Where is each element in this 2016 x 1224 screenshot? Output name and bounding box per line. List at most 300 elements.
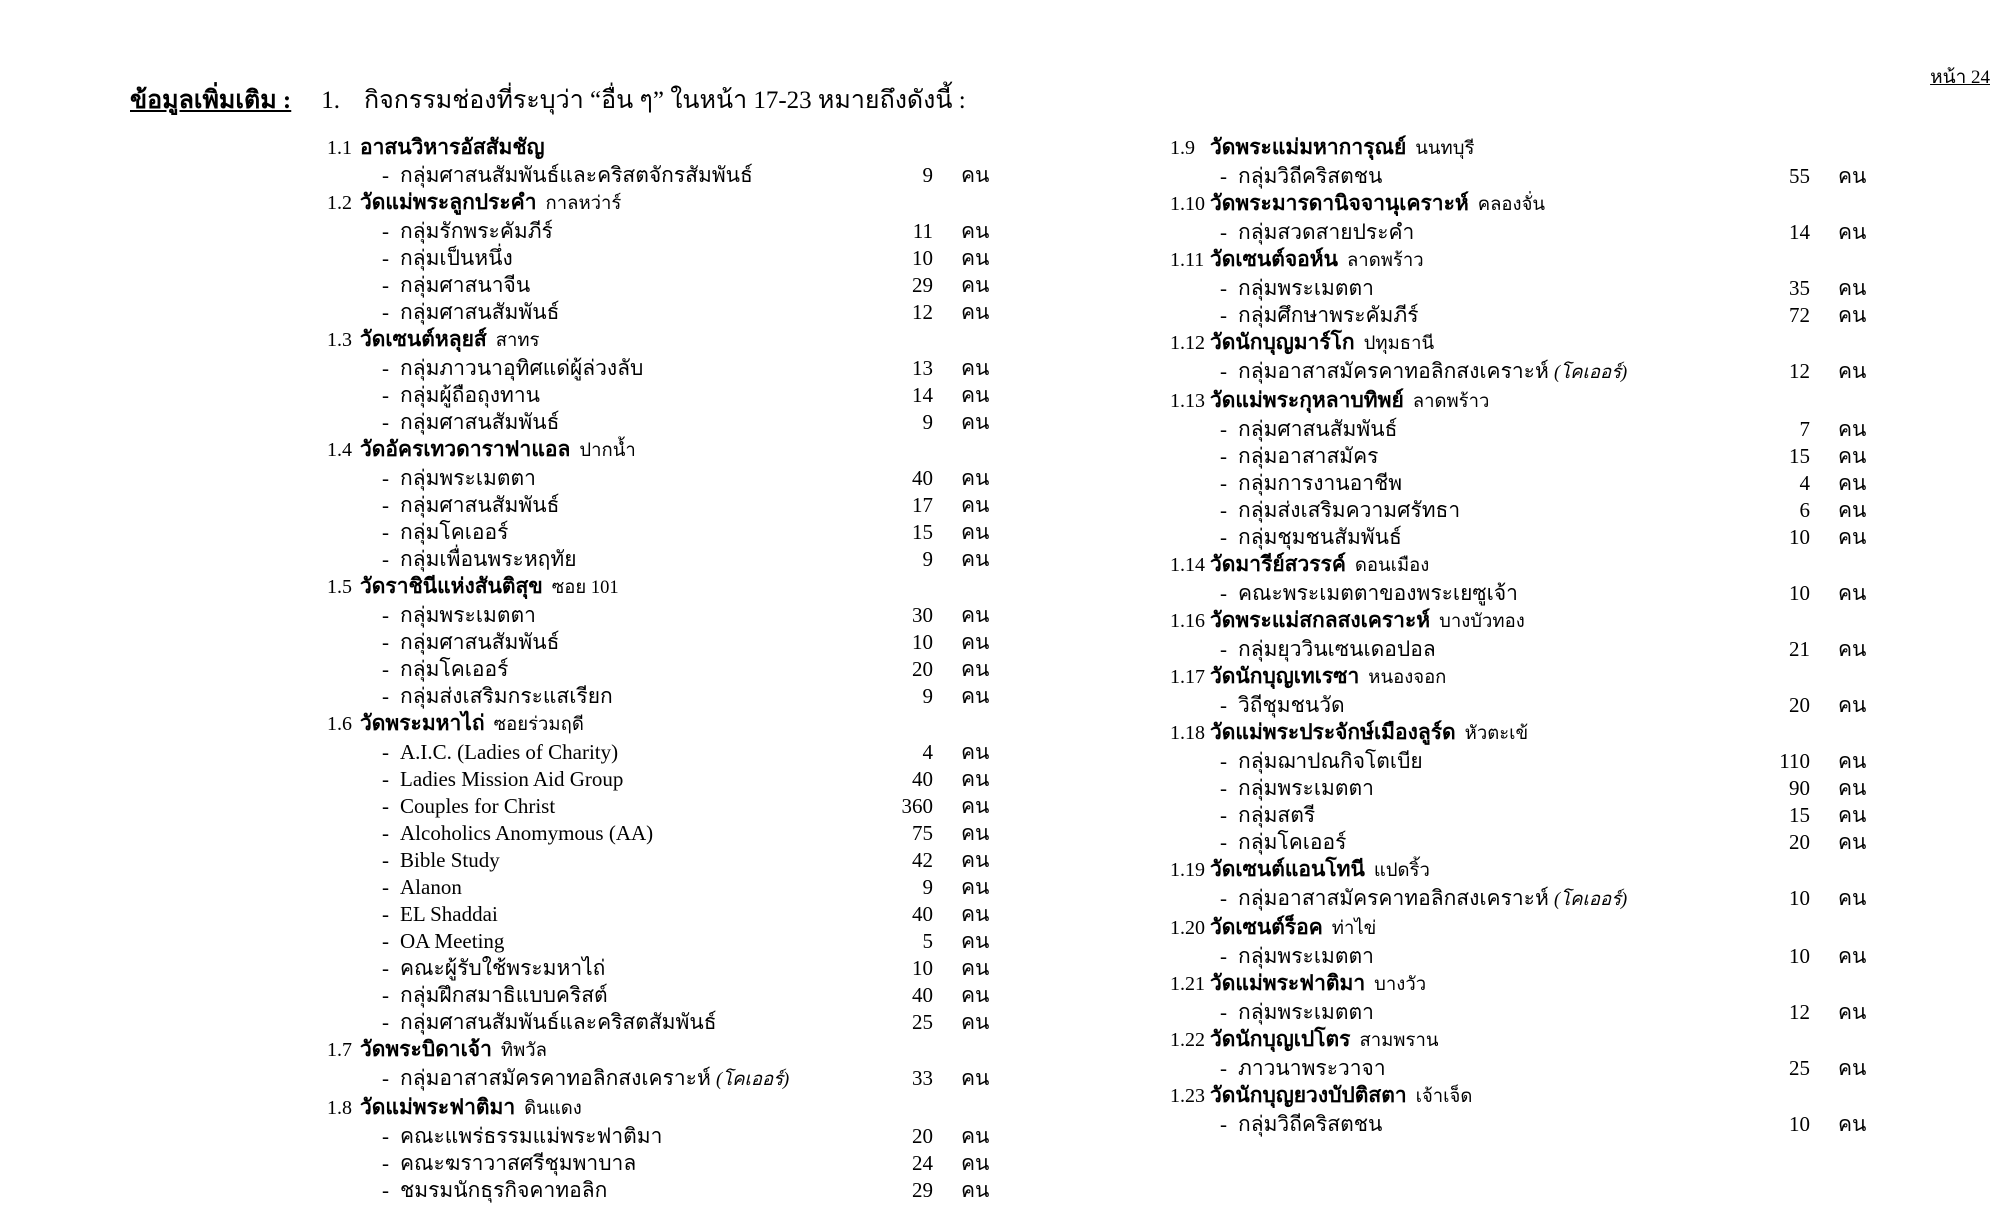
list-item bbox=[327, 546, 1007, 573]
item-unit: คน bbox=[961, 383, 990, 407]
item-label: กลุ่มฌาปณกิจโตเบีย bbox=[1238, 749, 1423, 773]
item-count: 40 bbox=[912, 902, 933, 926]
section-number: 1.19 bbox=[1170, 859, 1205, 881]
item-label: กลุ่มรักพระคัมภีร์ bbox=[400, 219, 553, 243]
list-item bbox=[1170, 443, 1884, 470]
section-header bbox=[327, 436, 1007, 465]
section-location: ทิพวัล bbox=[500, 1041, 547, 1061]
section bbox=[327, 326, 1007, 436]
item-unit: คน bbox=[961, 956, 990, 980]
section-header bbox=[1170, 1082, 1884, 1111]
list-item bbox=[1170, 163, 1884, 190]
section-number: 1.11 bbox=[1170, 249, 1205, 271]
dash-marker: - bbox=[382, 794, 389, 818]
dash-marker: - bbox=[1220, 359, 1227, 383]
section-location: บางวัว bbox=[1374, 975, 1427, 995]
item-note: (โคเออร์) bbox=[1554, 363, 1628, 383]
section-number: 1.7 bbox=[327, 1039, 352, 1061]
section-header bbox=[1170, 607, 1884, 636]
dash-marker: - bbox=[382, 1178, 389, 1202]
item-count: 10 bbox=[912, 246, 933, 270]
item-label: OA Meeting bbox=[400, 929, 505, 953]
section-number: 1.16 bbox=[1170, 610, 1205, 632]
section-name: วัดเซนต์ร็อค bbox=[1210, 915, 1323, 939]
section-location: เจ้าเจ็ด bbox=[1415, 1087, 1473, 1107]
section bbox=[327, 1036, 1007, 1094]
column-left bbox=[327, 134, 1007, 1204]
section-name: วัดแม่พระฟาติมา bbox=[1210, 971, 1366, 995]
item-count: 15 bbox=[1789, 444, 1810, 468]
section-header bbox=[1170, 190, 1884, 219]
section-number: 1.8 bbox=[327, 1097, 352, 1119]
dash-marker: - bbox=[382, 520, 389, 544]
item-count: 12 bbox=[1789, 359, 1810, 383]
item-unit: คน bbox=[961, 929, 990, 953]
section-header bbox=[1170, 329, 1884, 358]
item-label: กลุ่มพระเมตตา bbox=[1238, 776, 1374, 800]
item-unit: คน bbox=[1838, 830, 1867, 854]
dash-marker: - bbox=[1220, 581, 1227, 605]
section-name: วัดพระมหาไถ่ bbox=[360, 711, 485, 735]
item-label: กลุ่มศาสนสัมพันธ์ bbox=[1238, 417, 1398, 441]
section-location: บางบัวทอง bbox=[1439, 612, 1525, 632]
section-number: 1.22 bbox=[1170, 1029, 1205, 1051]
item-label: กลุ่มอาสาสมัครคาทอลิกสงเคราะห์ (โคเออร์) bbox=[400, 1066, 790, 1090]
item-count: 110 bbox=[1779, 749, 1810, 773]
section-header bbox=[1170, 970, 1884, 999]
item-label: กลุ่มเพื่อนพระหฤทัย bbox=[400, 547, 577, 571]
list-item bbox=[327, 739, 1007, 766]
item-label: กลุ่มเป็นหนึ่ง bbox=[400, 246, 513, 270]
item-unit: คน bbox=[961, 1151, 990, 1175]
section-number: 1.21 bbox=[1170, 973, 1205, 995]
item-label: กลุ่มยุววินเซนเดอปอล bbox=[1238, 637, 1436, 661]
dash-marker: - bbox=[382, 821, 389, 845]
item-count: 10 bbox=[1789, 944, 1810, 968]
item-label: กลุ่มศาสนสัมพันธ์และคริสตสัมพันธ์ bbox=[400, 1010, 717, 1034]
section-location: สาทร bbox=[495, 331, 540, 351]
dash-marker: - bbox=[1220, 637, 1227, 661]
section-name: วัดมารีย์สวรรค์ bbox=[1210, 552, 1346, 576]
list-item bbox=[1170, 775, 1884, 802]
dash-marker: - bbox=[382, 875, 389, 899]
section-number: 1.17 bbox=[1170, 666, 1205, 688]
section bbox=[1170, 1082, 1884, 1138]
item-count: 12 bbox=[1789, 1000, 1810, 1024]
section bbox=[1170, 190, 1884, 246]
dash-marker: - bbox=[382, 356, 389, 380]
item-count: 24 bbox=[912, 1151, 933, 1175]
item-unit: คน bbox=[961, 684, 990, 708]
item-unit: คน bbox=[961, 630, 990, 654]
item-unit: คน bbox=[961, 219, 990, 243]
section-header bbox=[1170, 246, 1884, 275]
section-number: 1.10 bbox=[1170, 193, 1205, 215]
item-unit: คน bbox=[1838, 1112, 1867, 1136]
item-count: 29 bbox=[912, 1178, 933, 1202]
dash-marker: - bbox=[1220, 693, 1227, 717]
item-unit: คน bbox=[961, 300, 990, 324]
item-count: 10 bbox=[1789, 581, 1810, 605]
item-count: 14 bbox=[912, 383, 933, 407]
section-location: กาลหว่าร์ bbox=[545, 194, 622, 214]
section-name: วัดพระมารดานิจจานุเคราะห์ bbox=[1210, 191, 1469, 215]
item-unit: คน bbox=[1838, 637, 1867, 661]
list-item bbox=[327, 656, 1007, 683]
item-label: กลุ่มวิถีคริสตชน bbox=[1238, 164, 1383, 188]
section-name: วัดแม่พระกุหลาบทิพย์ bbox=[1210, 388, 1404, 412]
item-count: 72 bbox=[1789, 303, 1810, 327]
list-item bbox=[327, 355, 1007, 382]
item-unit: คน bbox=[961, 466, 990, 490]
item-label: Alcoholics Anomymous (AA) bbox=[400, 821, 654, 845]
item-count: 55 bbox=[1789, 164, 1810, 188]
item-unit: คน bbox=[961, 983, 990, 1007]
dash-marker: - bbox=[382, 163, 389, 187]
item-count: 10 bbox=[912, 956, 933, 980]
list-item bbox=[327, 928, 1007, 955]
item-count: 20 bbox=[1789, 693, 1810, 717]
section-name: วัดพระแม่มหาการุณย์ bbox=[1210, 135, 1407, 159]
dash-marker: - bbox=[1220, 417, 1227, 441]
section-location: ลาดพร้าว bbox=[1346, 251, 1424, 271]
list-item bbox=[1170, 636, 1884, 663]
section-number: 1.20 bbox=[1170, 917, 1205, 939]
section-name: วัดนักบุญเปโตร bbox=[1210, 1027, 1351, 1051]
section bbox=[1170, 551, 1884, 607]
item-note: (โคเออร์) bbox=[716, 1070, 790, 1090]
dash-marker: - bbox=[382, 983, 389, 1007]
section bbox=[327, 134, 1007, 189]
item-unit: คน bbox=[1838, 498, 1867, 522]
dash-marker: - bbox=[382, 767, 389, 791]
item-unit: คน bbox=[961, 547, 990, 571]
list-item bbox=[327, 382, 1007, 409]
item-unit: คน bbox=[1838, 220, 1867, 244]
item-count: 15 bbox=[912, 520, 933, 544]
item-count: 42 bbox=[912, 848, 933, 872]
section bbox=[327, 189, 1007, 326]
item-unit: คน bbox=[1838, 525, 1867, 549]
dash-marker: - bbox=[382, 219, 389, 243]
list-item bbox=[1170, 497, 1884, 524]
item-label: กลุ่มภาวนาอุทิศแด่ผู้ล่วงลับ bbox=[400, 356, 644, 380]
item-unit: คน bbox=[961, 603, 990, 627]
list-item bbox=[327, 766, 1007, 793]
list-item bbox=[327, 245, 1007, 272]
dash-marker: - bbox=[382, 1066, 389, 1090]
section-header bbox=[1170, 914, 1884, 943]
item-count: 9 bbox=[922, 684, 933, 708]
item-unit: คน bbox=[1838, 164, 1867, 188]
item-count: 10 bbox=[1789, 1112, 1810, 1136]
section-number: 1.18 bbox=[1170, 722, 1205, 744]
item-unit: คน bbox=[961, 902, 990, 926]
list-item bbox=[1170, 275, 1884, 302]
section-name: วัดนักบุญมาร์โก bbox=[1210, 330, 1355, 354]
item-count: 10 bbox=[1789, 525, 1810, 549]
section-location: ดอนเมือง bbox=[1354, 556, 1430, 576]
item-count: 25 bbox=[1789, 1056, 1810, 1080]
item-count: 15 bbox=[1789, 803, 1810, 827]
item-label: กลุ่มอาสาสมัครคาทอลิกสงเคราะห์ (โคเออร์) bbox=[1238, 359, 1628, 383]
dash-marker: - bbox=[382, 603, 389, 627]
section-name: วัดพระแม่สกลสงเคราะห์ bbox=[1210, 608, 1431, 632]
dash-marker: - bbox=[382, 657, 389, 681]
dash-marker: - bbox=[1220, 525, 1227, 549]
page-number: หน้า 24 bbox=[1930, 67, 1990, 88]
dash-marker: - bbox=[382, 902, 389, 926]
item-label: กลุ่มพระเมตตา bbox=[1238, 1000, 1374, 1024]
list-item bbox=[327, 162, 1007, 189]
section bbox=[1170, 387, 1884, 551]
item-count: 4 bbox=[1799, 471, 1810, 495]
dash-marker: - bbox=[1220, 444, 1227, 468]
dash-marker: - bbox=[1220, 471, 1227, 495]
item-label: กลุ่มศาสนสัมพันธ์ bbox=[400, 300, 560, 324]
list-item bbox=[327, 1009, 1007, 1036]
header-text: กิจกรรมช่องที่ระบุว่า “อื่น ๆ” ในหน้า 17-23 หมายถึงดังนี้ : bbox=[364, 87, 966, 114]
item-count: 29 bbox=[912, 273, 933, 297]
section-location: ปากน้ำ bbox=[579, 441, 636, 461]
item-count: 25 bbox=[912, 1010, 933, 1034]
item-unit: คน bbox=[1838, 776, 1867, 800]
additional-info-label: ข้อมูลเพิ่มเติม : bbox=[130, 87, 292, 114]
item-label: A.I.C. (Ladies of Charity) bbox=[400, 740, 619, 764]
dash-marker: - bbox=[382, 630, 389, 654]
list-item bbox=[327, 1177, 1007, 1204]
list-item bbox=[1170, 470, 1884, 497]
item-count: 5 bbox=[922, 929, 933, 953]
item-label: คณะผู้รับใช้พระมหาไถ่ bbox=[400, 956, 606, 980]
list-item bbox=[1170, 1111, 1884, 1138]
dash-marker: - bbox=[382, 1151, 389, 1175]
section-header bbox=[1170, 856, 1884, 885]
list-item bbox=[327, 299, 1007, 326]
dash-marker: - bbox=[1220, 220, 1227, 244]
section-location: ปทุมธานี bbox=[1363, 334, 1435, 354]
document-header bbox=[130, 80, 966, 120]
section-location: ซอยร่วมฤดี bbox=[493, 715, 584, 735]
list-item bbox=[327, 820, 1007, 847]
item-label: กลุ่มโคเออร์ bbox=[1238, 830, 1347, 854]
list-item bbox=[327, 982, 1007, 1009]
item-count: 30 bbox=[912, 603, 933, 627]
section-header bbox=[1170, 387, 1884, 416]
section-number: 1.5 bbox=[327, 576, 352, 598]
item-unit: คน bbox=[1838, 944, 1867, 968]
item-count: 17 bbox=[912, 493, 933, 517]
section bbox=[1170, 970, 1884, 1026]
dash-marker: - bbox=[382, 956, 389, 980]
item-note: (โคเออร์) bbox=[1554, 890, 1628, 910]
dash-marker: - bbox=[1220, 276, 1227, 300]
item-count: 40 bbox=[912, 466, 933, 490]
section-header bbox=[327, 710, 1007, 739]
list-item bbox=[1170, 885, 1884, 914]
item-unit: คน bbox=[961, 163, 990, 187]
section-name: วัดแม่พระประจักษ์เมืองลูร์ด bbox=[1210, 720, 1456, 744]
item-unit: คน bbox=[961, 356, 990, 380]
item-count: 10 bbox=[912, 630, 933, 654]
item-count: 6 bbox=[1799, 498, 1810, 522]
item-unit: คน bbox=[961, 740, 990, 764]
item-label: กลุ่มฝึกสมาธิแบบคริสต์ bbox=[400, 983, 608, 1007]
section bbox=[1170, 1026, 1884, 1082]
list-item bbox=[327, 1065, 1007, 1094]
dash-marker: - bbox=[1220, 1000, 1227, 1024]
section-name: อาสนวิหารอัสสัมชัญ bbox=[360, 135, 545, 159]
item-count: 20 bbox=[912, 657, 933, 681]
list-item bbox=[1170, 1055, 1884, 1082]
item-label: กลุ่มศาสนสัมพันธ์ bbox=[400, 630, 560, 654]
section-header bbox=[1170, 663, 1884, 692]
section bbox=[1170, 329, 1884, 387]
item-label: กลุ่มพระเมตตา bbox=[1238, 944, 1374, 968]
section-number: 1.14 bbox=[1170, 554, 1205, 576]
item-unit: คน bbox=[1838, 749, 1867, 773]
dash-marker: - bbox=[1220, 1056, 1227, 1080]
item-unit: คน bbox=[961, 410, 990, 434]
dash-marker: - bbox=[1220, 1112, 1227, 1136]
item-label: กลุ่มศึกษาพระคัมภีร์ bbox=[1238, 303, 1419, 327]
section bbox=[1170, 914, 1884, 970]
item-label: กลุ่มศาสนสัมพันธ์และคริสตจักรสัมพันธ์ bbox=[400, 163, 753, 187]
section-header bbox=[1170, 551, 1884, 580]
column-right bbox=[1170, 134, 1884, 1138]
list-item bbox=[1170, 829, 1884, 856]
section bbox=[327, 436, 1007, 573]
item-count: 33 bbox=[912, 1066, 933, 1090]
item-unit: คน bbox=[961, 657, 990, 681]
list-item bbox=[327, 955, 1007, 982]
item-unit: คน bbox=[1838, 417, 1867, 441]
item-label: ภาวนาพระวาจา bbox=[1238, 1056, 1386, 1080]
section-number: 1.9 bbox=[1170, 137, 1195, 159]
list-item bbox=[1170, 302, 1884, 329]
item-label: กลุ่มชุมชนสัมพันธ์ bbox=[1238, 525, 1402, 549]
section-location: หัวตะเข้ bbox=[1464, 724, 1529, 744]
dash-marker: - bbox=[1220, 749, 1227, 773]
item-label: Bible Study bbox=[400, 848, 500, 872]
section bbox=[1170, 856, 1884, 914]
item-label: กลุ่มผู้ถือถุงทาน bbox=[400, 383, 541, 407]
section-header bbox=[327, 134, 1007, 162]
item-unit: คน bbox=[1838, 303, 1867, 327]
item-label: กลุ่มศาสนสัมพันธ์ bbox=[400, 493, 560, 517]
item-label: กลุ่มศาสนาจีน bbox=[400, 273, 531, 297]
item-unit: คน bbox=[1838, 276, 1867, 300]
section-location: นนทบุรี bbox=[1415, 139, 1475, 159]
list-item bbox=[1170, 219, 1884, 246]
item-unit: คน bbox=[1838, 444, 1867, 468]
dash-marker: - bbox=[382, 684, 389, 708]
item-unit: คน bbox=[961, 767, 990, 791]
list-item bbox=[327, 218, 1007, 245]
list-item bbox=[327, 629, 1007, 656]
item-count: 7 bbox=[1799, 417, 1810, 441]
section-location: คลองจั่น bbox=[1477, 195, 1546, 215]
dash-marker: - bbox=[382, 410, 389, 434]
item-count: 35 bbox=[1789, 276, 1810, 300]
item-label: กลุ่มพระเมตตา bbox=[400, 603, 536, 627]
item-count: 20 bbox=[912, 1124, 933, 1148]
section bbox=[1170, 246, 1884, 329]
list-item bbox=[327, 602, 1007, 629]
item-count: 75 bbox=[912, 821, 933, 845]
item-label: กลุ่มศาสนสัมพันธ์ bbox=[400, 410, 560, 434]
section-number: 1.23 bbox=[1170, 1085, 1205, 1107]
dash-marker: - bbox=[1220, 803, 1227, 827]
item-unit: คน bbox=[1838, 693, 1867, 717]
item-unit: คน bbox=[1838, 359, 1867, 383]
section-location: ท่าไข่ bbox=[1331, 919, 1377, 939]
section bbox=[1170, 607, 1884, 663]
dash-marker: - bbox=[382, 466, 389, 490]
item-label: Ladies Mission Aid Group bbox=[400, 767, 624, 791]
item-count: 14 bbox=[1789, 220, 1810, 244]
section-name: วัดพระบิดาเจ้า bbox=[360, 1037, 492, 1061]
list-item bbox=[1170, 416, 1884, 443]
item-label: EL Shaddai bbox=[400, 902, 498, 926]
list-item bbox=[1170, 802, 1884, 829]
section-location: หนองจอก bbox=[1368, 668, 1447, 688]
section-name: วัดเซนต์จอห์น bbox=[1210, 247, 1338, 271]
dash-marker: - bbox=[382, 383, 389, 407]
item-unit: คน bbox=[1838, 803, 1867, 827]
section-number: 1.3 bbox=[327, 329, 352, 351]
item-label: กลุ่มส่งเสริมความศรัทธา bbox=[1238, 498, 1461, 522]
section-header bbox=[1170, 1026, 1884, 1055]
section-header bbox=[327, 573, 1007, 602]
dash-marker: - bbox=[382, 547, 389, 571]
item-label: กลุ่มสตรี bbox=[1238, 803, 1316, 827]
list-item bbox=[327, 793, 1007, 820]
item-count: 4 bbox=[922, 740, 933, 764]
section bbox=[327, 573, 1007, 710]
list-item bbox=[1170, 692, 1884, 719]
item-unit: คน bbox=[961, 794, 990, 818]
section-name: วัดนักบุญเทเรซา bbox=[1210, 664, 1360, 688]
section-location: ลาดพร้าว bbox=[1412, 392, 1490, 412]
item-label: คณะฆราวาสศรีชุมพาบาล bbox=[400, 1151, 637, 1175]
section bbox=[327, 1094, 1007, 1204]
section-name: วัดเซนต์แอนโทนี bbox=[1210, 857, 1365, 881]
list-item bbox=[327, 847, 1007, 874]
item-unit: คน bbox=[1838, 1000, 1867, 1024]
item-label: ชมรมนักธุรกิจคาทอลิก bbox=[400, 1178, 608, 1202]
section-name: วัดแม่พระลูกประคำ bbox=[360, 190, 537, 214]
dash-marker: - bbox=[1220, 164, 1227, 188]
item-label: กลุ่มโคเออร์ bbox=[400, 657, 509, 681]
item-unit: คน bbox=[961, 875, 990, 899]
item-label: กลุ่มสวดสายประคำ bbox=[1238, 220, 1415, 244]
dash-marker: - bbox=[1220, 830, 1227, 854]
item-count: 10 bbox=[1789, 886, 1810, 910]
dash-marker: - bbox=[382, 273, 389, 297]
section-number: 1.6 bbox=[327, 713, 352, 735]
dash-marker: - bbox=[382, 848, 389, 872]
section-header bbox=[327, 1094, 1007, 1123]
item-unit: คน bbox=[961, 246, 990, 270]
section-number: 1.13 bbox=[1170, 390, 1205, 412]
list-item bbox=[327, 492, 1007, 519]
list-item bbox=[1170, 748, 1884, 775]
list-item bbox=[1170, 524, 1884, 551]
item-unit: คน bbox=[961, 520, 990, 544]
item-count: 12 bbox=[912, 300, 933, 324]
item-label: วิถีชุมชนวัด bbox=[1238, 693, 1345, 717]
